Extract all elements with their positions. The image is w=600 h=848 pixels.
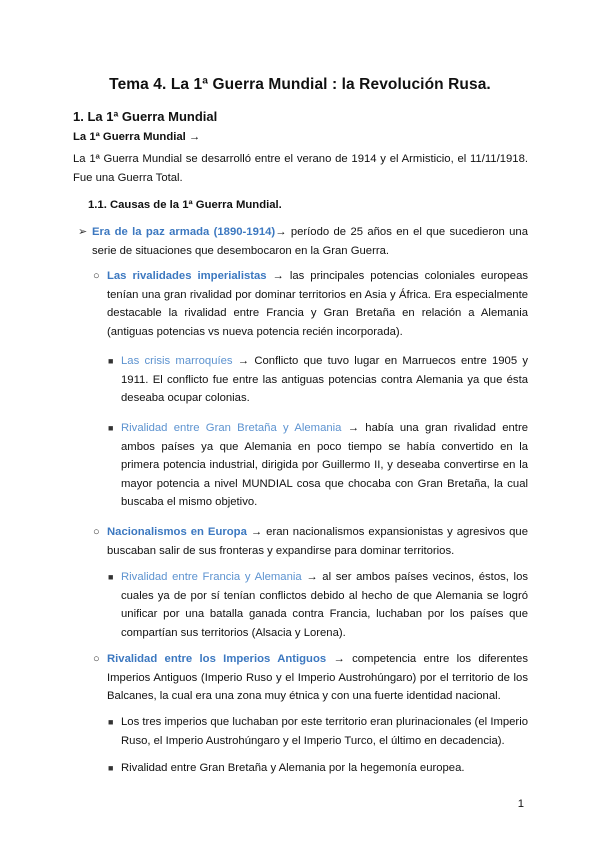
- document-title: Tema 4. La 1ª Guerra Mundial : la Revolución Rusa.: [109, 76, 491, 93]
- rivalidades-description: → las principales potencias coloniales europeas tenían una gran rivalidad por dominar territorios en Asia y África. Era especialmente destacable la rivalidad entre Francia y Gran Bretaña en relación a Alemania (antiguas potencias vs nueva potencia recién incorporada).: [107, 270, 528, 338]
- term-nacionalismos: Nacionalismos en Europa: [107, 526, 247, 538]
- term-era-paz-armada: Era de la paz armada (1890-1914): [92, 226, 276, 238]
- section-heading-1-1: 1.1. Causas de la 1ª Guerra Mundial.: [88, 199, 282, 211]
- square-bullet-icon: ■: [108, 763, 114, 773]
- section-heading-1: 1. La 1ª Guerra Mundial: [73, 109, 218, 124]
- list-item-rivalidad-gb-alemania: [121, 419, 528, 512]
- crisis-description: → Conflicto que tuvo lugar en Marruecos entre 1905 y 1911. El conflicto fue entre las antiguas potencias contra Alemania ya que ésta deseaba ocupar colonias.: [121, 355, 528, 405]
- square-bullet-icon: ■: [108, 423, 114, 433]
- square-bullet-icon: ■: [108, 717, 114, 727]
- arrow-bullet-icon: ➢: [78, 226, 88, 238]
- term-imperios-antiguos: Rivalidad entre los Imperios Antiguos: [107, 653, 327, 665]
- list-item-rivalidades-imperialistas: [107, 267, 528, 341]
- page-number: 1: [517, 798, 524, 810]
- circle-bullet-icon: ○: [93, 270, 100, 282]
- term-rivalidad-gb-alemania: Rivalidad entre Gran Bretaña y Alemania: [121, 422, 342, 434]
- list-item-rivalidad-francia-alemania: [121, 568, 528, 642]
- list-item-crisis-marroquies: [121, 352, 528, 408]
- circle-bullet-icon: ○: [93, 653, 100, 665]
- term-crisis-marroquies: Las crisis marroquíes: [121, 355, 233, 367]
- term-rivalidades-imperialistas: Las rivalidades imperialistas: [107, 270, 267, 282]
- square-bullet-icon: ■: [108, 356, 114, 366]
- circle-bullet-icon: ○: [93, 526, 100, 538]
- imperios-description: → competencia entre los diferentes Imperios Antiguos (Imperio Ruso y el Imperio Austrohúngaro) por el territorio de los Balcanes, la cual era una zona muy étnica y con una fuerte identidad nacional.: [107, 653, 528, 703]
- gb-alemania-description: → había una gran rivalidad entre ambos países ya que Alemania en poco tiempo se había convertido en la primera potencia industrial, dirigida por Guillermo II, y deseaba convertirse en la mayor potencia a nivel MUNDIAL cosa que chocaba con Gran Bretaña, la cual buscaba el mismo objetivo.: [121, 422, 528, 509]
- francia-alemania-description: → al ser ambos países vecinos, éstos, los cuales ya de por sí tenían conflictos debido al hecho de que Alemania se logró unificar por una batalla ganada contra Francia, luchaban por los países que compartían sus territorios (Alsacia y Lorena).: [121, 571, 528, 639]
- square-bullet-icon: ■: [108, 572, 114, 582]
- list-item-tres-imperios: Los tres imperios que luchaban por este territorio eran plurinacionales (el Imperio Ruso, el Imperio Austrohúngaro y el Imperio Turco, el último en decadencia).: [121, 716, 528, 747]
- term-rivalidad-francia-alemania: Rivalidad entre Francia y Alemania: [121, 571, 302, 583]
- nacionalismos-description: → eran nacionalismos expansionistas y agresivos que buscaban salir de sus fronteras y expandirse para dominar territorios.: [107, 526, 528, 557]
- subheading: La 1ª Guerra Mundial →: [73, 131, 201, 143]
- list-item-hegemonia: Rivalidad entre Gran Bretaña y Alemania por la hegemonía europea.: [121, 762, 465, 774]
- list-item-era-paz-armada: [92, 223, 528, 260]
- list-item-imperios-antiguos: [107, 650, 528, 706]
- intro-paragraph: La 1ª Guerra Mundial se desarrolló entre el verano de 1914 y el Armisticio, el 11/11/1918. Fue una Guerra Total.: [73, 153, 528, 184]
- list-item-nacionalismos: [107, 523, 528, 560]
- era-description: → período de 25 años en el que sucedieron una serie de situaciones que desembocaron en la Gran Guerra.: [92, 226, 528, 257]
